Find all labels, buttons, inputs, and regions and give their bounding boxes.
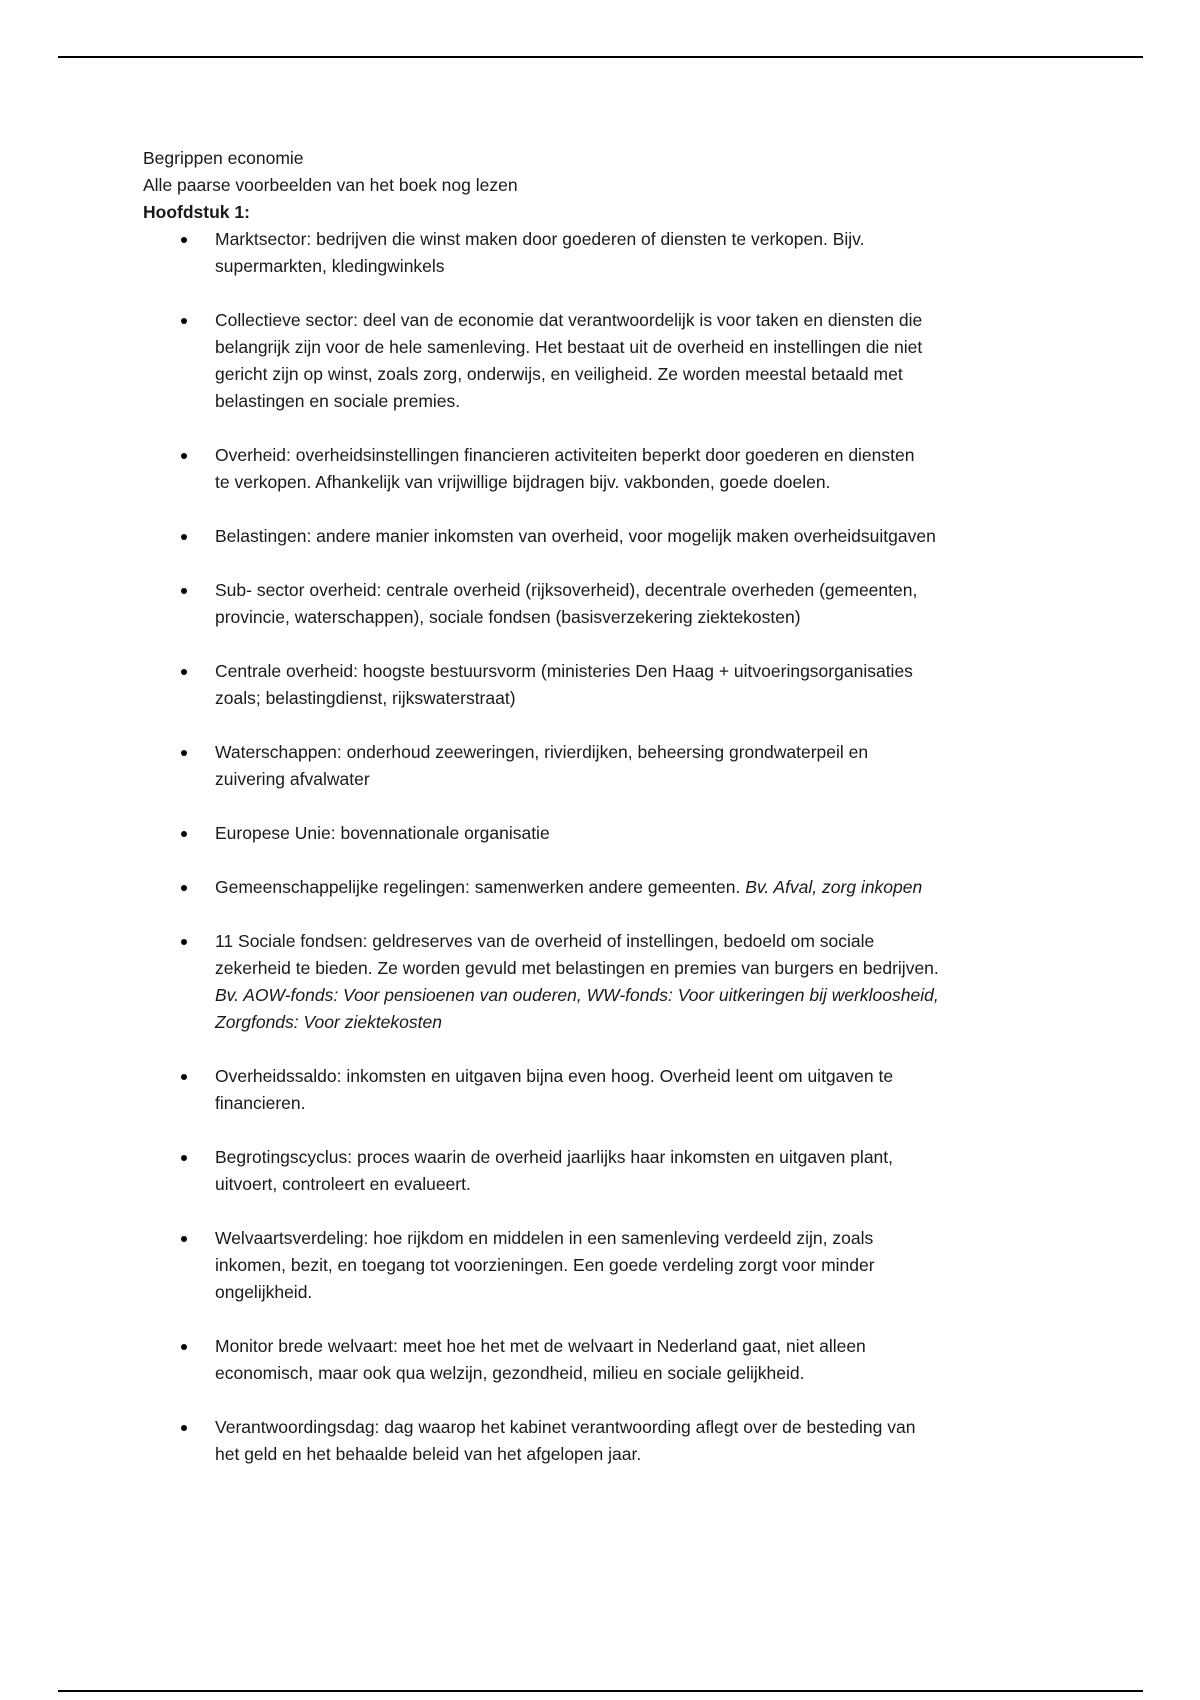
- bullet-icon: [181, 669, 187, 675]
- bullet-icon: [181, 1236, 187, 1242]
- term-list: [143, 226, 1063, 1468]
- term-item: [143, 442, 1063, 496]
- bullet-icon: [181, 831, 187, 837]
- term-text: Welvaartsverdeling: hoe rijkdom en middelen in een samenleving verdeeld zijn, zoals inkomen, bezit, en toegang tot voorzieningen. Een goede verdeling zorgt voor minder ongelijkheid.: [215, 1228, 875, 1302]
- bullet-icon: [181, 1344, 187, 1350]
- term-text: Europese Unie: bovennationale organisatie: [215, 823, 550, 843]
- bullet-icon: [181, 534, 187, 540]
- header-rule: [58, 56, 1143, 58]
- document-title: Begrippen economie: [143, 148, 304, 168]
- bullet-icon: [181, 750, 187, 756]
- term-item: [143, 1333, 1063, 1387]
- document-note: Alle paarse voorbeelden van het boek nog lezen: [143, 175, 518, 195]
- term-text: 11 Sociale fondsen: geldreserves van de overheid of instellingen, bedoeld om sociale zekerheid te bieden. Ze worden gevuld met belastingen en premies van burgers en bedrijven.: [215, 931, 939, 978]
- term-item: [143, 226, 1063, 280]
- bullet-icon: [181, 1074, 187, 1080]
- term-item: [143, 874, 1063, 901]
- footer-rule: [58, 1690, 1143, 1692]
- term-text: Monitor brede welvaart: meet hoe het met de welvaart in Nederland gaat, niet alleen economisch, maar ook qua welzijn, gezondheid, milieu en sociale gelijkheid.: [215, 1336, 866, 1383]
- term-item: [143, 739, 1063, 793]
- term-item: [143, 658, 1063, 712]
- term-text: Begrotingscyclus: proces waarin de overheid jaarlijks haar inkomsten en uitgaven plant, uitvoert, controleert en evalueert.: [215, 1147, 894, 1194]
- term-text: Belastingen: andere manier inkomsten van overheid, voor mogelijk maken overheidsuitgaven: [215, 526, 936, 546]
- bullet-icon: [181, 939, 187, 945]
- term-text: Overheidssaldo: inkomsten en uitgaven bijna even hoog. Overheid leent om uitgaven te financieren.: [215, 1066, 894, 1113]
- term-item: [143, 1414, 1063, 1468]
- term-item: [143, 523, 1063, 550]
- term-text: Sub- sector overheid: centrale overheid (rijksoverheid), decentrale overheden (gemeenten, provincie, waterschappen), sociale fondsen (basisverzekering ziektekosten): [215, 580, 918, 627]
- term-text: Overheid: overheidsinstellingen financieren activiteiten beperkt door goederen en diensten te verkopen. Afhankelijk van vrijwillige bijdragen bijv. vakbonden, goede doelen.: [215, 445, 915, 492]
- bullet-icon: [181, 885, 187, 891]
- term-item: [143, 577, 1063, 631]
- term-item: [143, 928, 1063, 1036]
- bullet-icon: [181, 453, 187, 459]
- term-item: [143, 1063, 1063, 1117]
- term-item: [143, 820, 1063, 847]
- term-text: Marktsector: bedrijven die winst maken door goederen of diensten te verkopen. Bijv. supermarkten, kledingwinkels: [215, 229, 865, 276]
- bullet-icon: [181, 318, 187, 324]
- chapter-heading: Hoofdstuk 1:: [143, 202, 250, 222]
- bullet-icon: [181, 1155, 187, 1161]
- term-example: Bv. Afval, zorg inkopen: [745, 877, 923, 897]
- document-body: [143, 145, 1063, 1495]
- term-text: Waterschappen: onderhoud zeeweringen, rivierdijken, beheersing grondwaterpeil en zuivering afvalwater: [215, 742, 869, 789]
- term-item: [143, 307, 1063, 415]
- term-text: Gemeenschappelijke regelingen: samenwerken andere gemeenten.: [215, 877, 746, 897]
- term-text: Verantwoordingsdag: dag waarop het kabinet verantwoording aflegt over de besteding van het geld en het behaalde beleid van het afgelopen jaar.: [215, 1417, 916, 1464]
- term-item: [143, 1144, 1063, 1198]
- bullet-icon: [181, 1425, 187, 1431]
- term-item: [143, 1225, 1063, 1306]
- term-text: Centrale overheid: hoogste bestuursvorm (ministeries Den Haag + uitvoeringsorganisaties zoals; belastingdienst, rijkswaterstraat): [215, 661, 913, 708]
- term-example: Bv. AOW-fonds: Voor pensioenen van ouderen, WW-fonds: Voor uitkeringen bij werkloosheid, Zorgfonds: Voor ziektekosten: [215, 985, 939, 1032]
- bullet-icon: [181, 237, 187, 243]
- bullet-icon: [181, 588, 187, 594]
- term-text: Collectieve sector: deel van de economie dat verantwoordelijk is voor taken en diensten die belangrijk zijn voor de hele samenleving. Het bestaat uit de overheid en instellingen die niet gericht zijn op winst, zoals zorg, onderwijs, en veiligheid. Ze worden meestal betaald met belastingen en sociale premies.: [215, 310, 923, 411]
